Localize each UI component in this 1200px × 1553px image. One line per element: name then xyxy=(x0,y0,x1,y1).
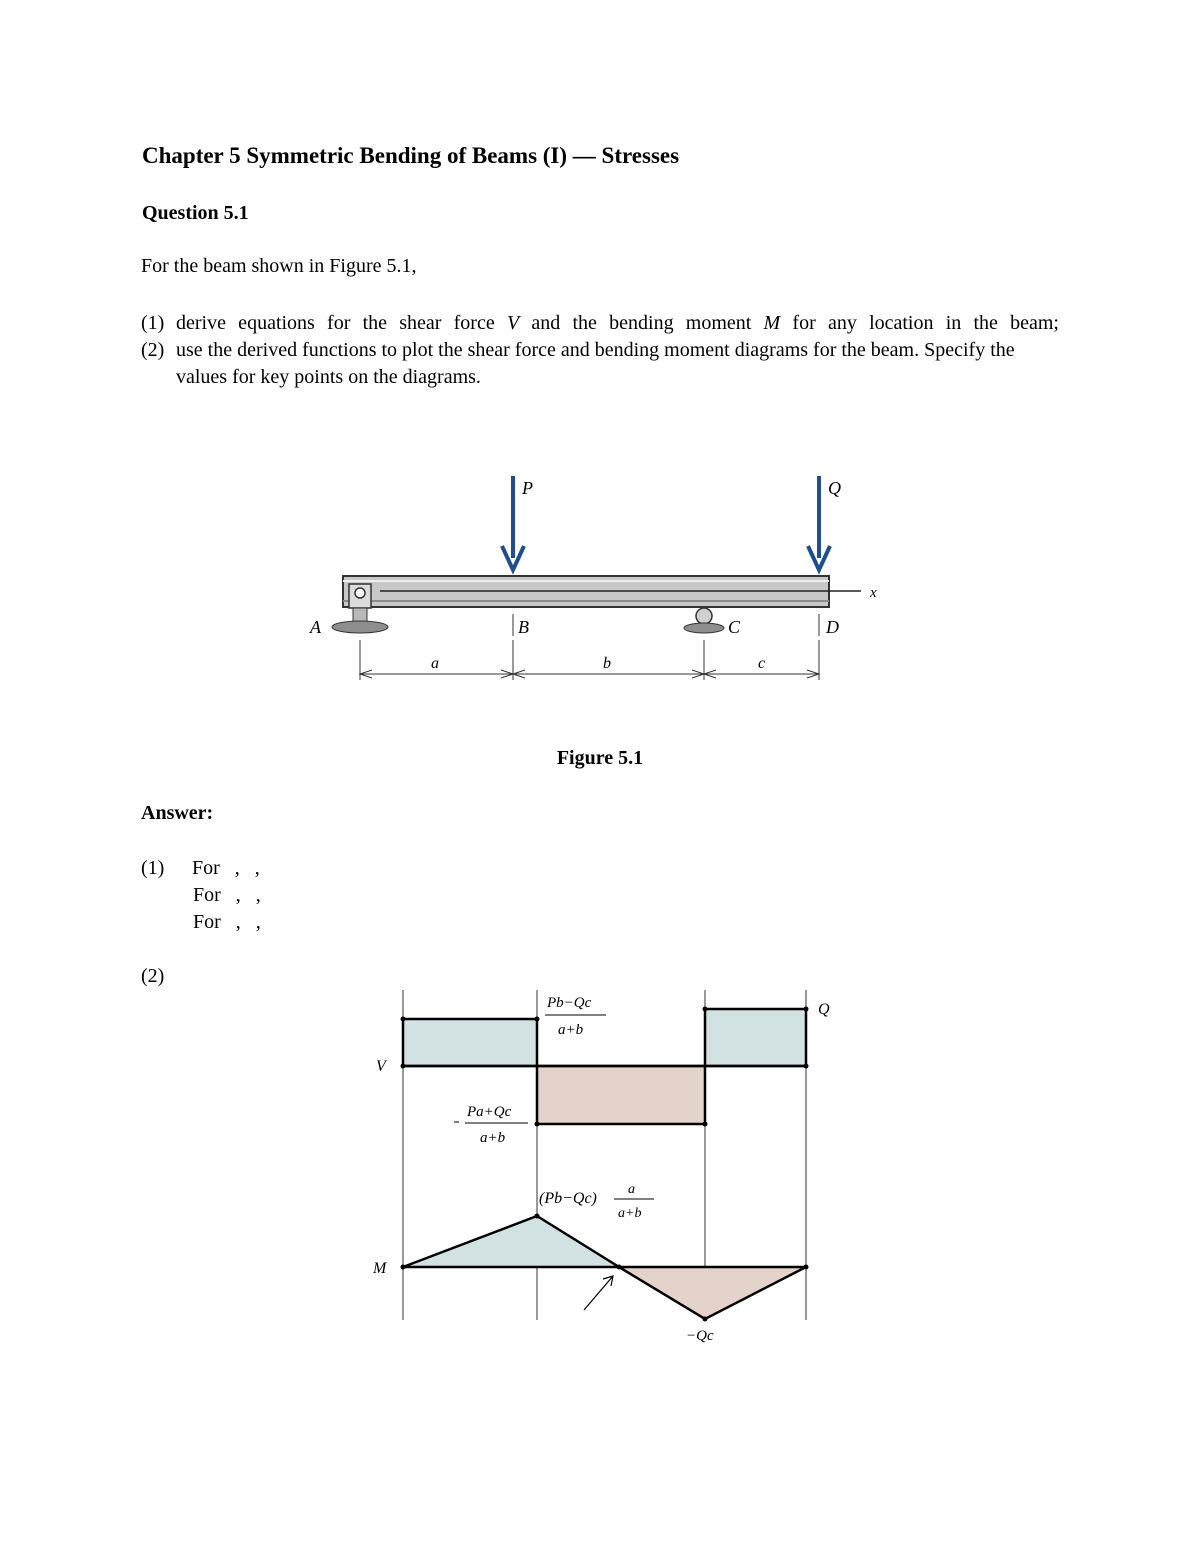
answer-2-number: (2) xyxy=(141,965,165,987)
moment-peak-numerator: a xyxy=(628,1182,635,1197)
shear-diagram xyxy=(401,1007,809,1127)
item-text: derive equations for the shear force V and the bending moment M for any location in the beam; xyxy=(176,312,1059,334)
point-label-b: B xyxy=(518,617,529,637)
moment-axis-label: M xyxy=(373,1260,387,1277)
item-number: (1) xyxy=(141,312,165,334)
point-label-a: A xyxy=(310,617,321,637)
span-label-c: c xyxy=(758,655,766,672)
load-label-p: P xyxy=(522,478,533,498)
shear-positive-region-cd xyxy=(705,1009,806,1066)
axis-label-x: x xyxy=(870,585,877,601)
item-text: use the derived functions to plot the shear force and bending moment diagrams for the beam. Specify the values for key points on the diagrams. xyxy=(176,339,1015,388)
shear-right-label: Q xyxy=(818,1001,830,1018)
moment-peak-prefix: (Pb−Qc) xyxy=(539,1190,597,1207)
moment-min-label: −Qc xyxy=(686,1328,714,1344)
shear-negative-numerator: Pa+Qc xyxy=(467,1104,512,1120)
figure-caption: Figure 5.1 xyxy=(556,747,644,769)
span-label-a: a xyxy=(431,655,439,672)
shear-axis-label: V xyxy=(376,1058,386,1075)
answer-1-line-2: For , , xyxy=(193,884,261,906)
answer-label: Answer: xyxy=(141,802,214,824)
point-label-d: D xyxy=(826,617,839,637)
shear-top-numerator: Pb−Qc xyxy=(547,995,592,1011)
answer-1-line-1: For , , xyxy=(192,857,260,879)
moment-peak-denominator: a+b xyxy=(618,1206,642,1221)
load-label-q: Q xyxy=(828,478,841,498)
answer-1-number: (1) xyxy=(141,857,165,879)
moment-positive-region xyxy=(403,1216,619,1267)
shear-negative-region-bc xyxy=(537,1066,705,1124)
moment-diagram xyxy=(401,1214,809,1322)
question-intro: For the beam shown in Figure 5.1, xyxy=(141,255,417,277)
shear-positive-region-ab xyxy=(403,1019,537,1066)
item-number: (2) xyxy=(141,339,165,361)
shear-negative-denominator: a+b xyxy=(480,1130,506,1146)
chapter-title: Chapter 5 Symmetric Bending of Beams (I) — Stresses xyxy=(142,143,680,168)
shear-top-denominator: a+b xyxy=(558,1022,584,1038)
moment-negative-region xyxy=(619,1267,806,1319)
point-label-c: C xyxy=(728,617,741,637)
question-heading: Question 5.1 xyxy=(142,202,249,224)
span-label-b: b xyxy=(603,655,611,672)
answer-1-line-3: For , , xyxy=(193,911,261,933)
